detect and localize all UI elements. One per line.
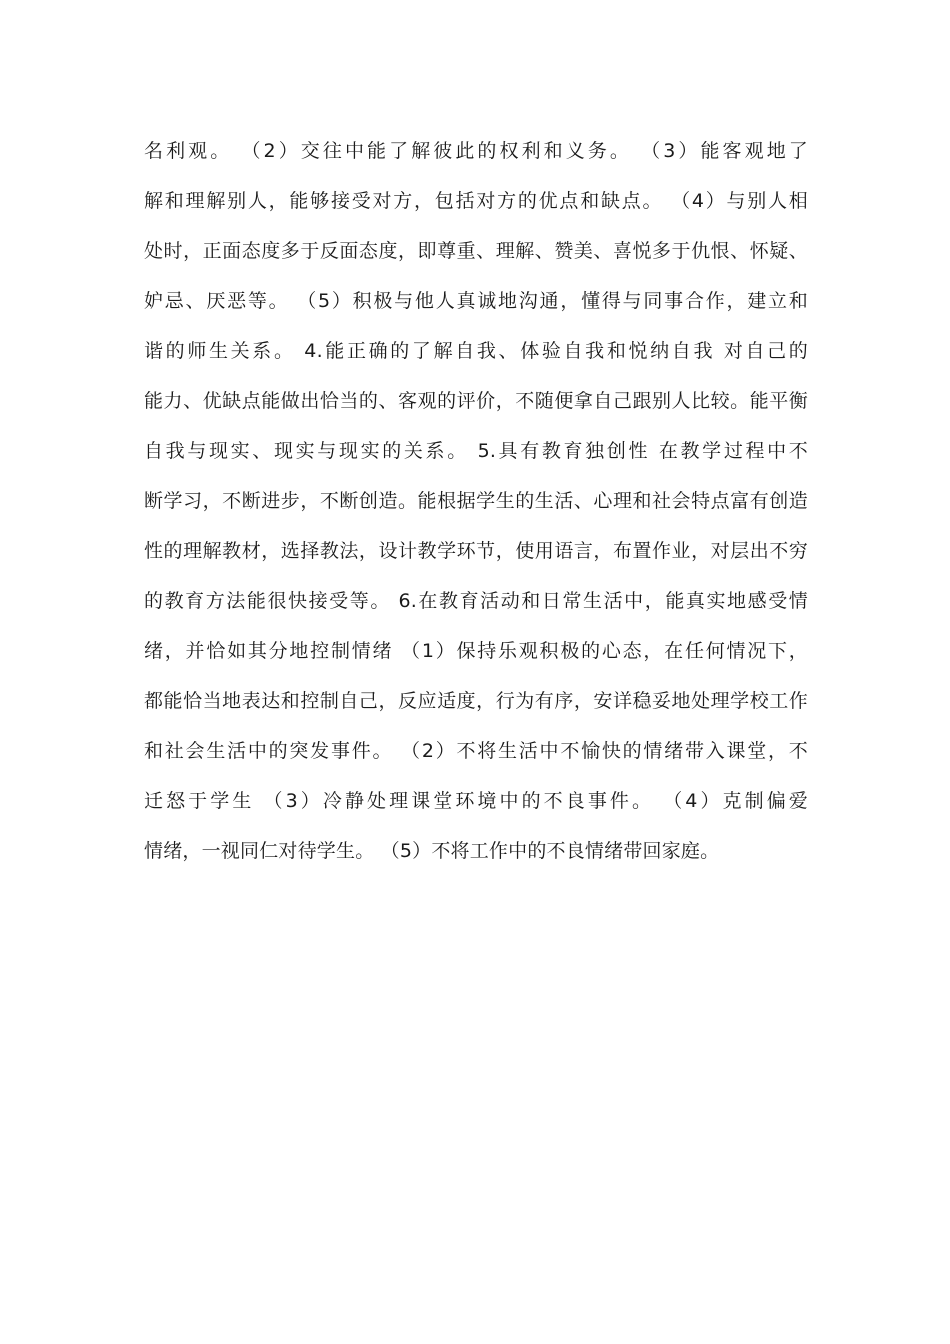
text-line: 的教育方法能很快接受等。 6.在教育活动和日常生活中，能真实地感受情 — [144, 590, 808, 612]
text-line: 处时，正面态度多于反面态度，即尊重、理解、赞美、喜悦多于仇恨、怀疑、 — [144, 240, 808, 262]
text-line: 自我与现实、现实与现实的关系。 5.具有教育独创性 在教学过程中不 — [144, 440, 808, 462]
text-line: 绪，并恰如其分地控制情绪 （1）保持乐观积极的心态，在任何情况下， — [144, 640, 808, 662]
body-text — [144, 126, 808, 876]
text-line: 妒忌、厌恶等。 （5）积极与他人真诚地沟通，懂得与同事合作，建立和 — [144, 290, 808, 312]
text-line: 迁怒于学生 （3）冷静处理课堂环境中的不良事件。 （4）克制偏爱 — [144, 790, 808, 812]
text-line: 和社会生活中的突发事件。 （2）不将生活中不愉快的情绪带入课堂，不 — [144, 740, 808, 762]
text-line: 断学习，不断进步，不断创造。能根据学生的生活、心理和社会特点富有创造 — [144, 490, 808, 512]
text-line: 情绪，一视同仁对待学生。 （5）不将工作中的不良情绪带回家庭。 — [144, 840, 720, 862]
text-line: 都能恰当地表达和控制自己，反应适度，行为有序，安详稳妥地处理学校工作 — [144, 690, 808, 712]
text-line: 能力、优缺点能做出恰当的、客观的评价，不随便拿自己跟别人比较。能平衡 — [144, 390, 808, 412]
text-line: 性的理解教材，选择教法，设计教学环节，使用语言，布置作业，对层出不穷 — [144, 540, 808, 562]
text-line: 谐的师生关系。 4.能正确的了解自我、体验自我和悦纳自我 对自己的 — [144, 340, 808, 362]
text-line: 名利观。 （2）交往中能了解彼此的权利和义务。 （3）能客观地了 — [144, 140, 808, 162]
text-line: 解和理解别人，能够接受对方，包括对方的优点和缺点。 （4）与别人相 — [144, 190, 808, 212]
